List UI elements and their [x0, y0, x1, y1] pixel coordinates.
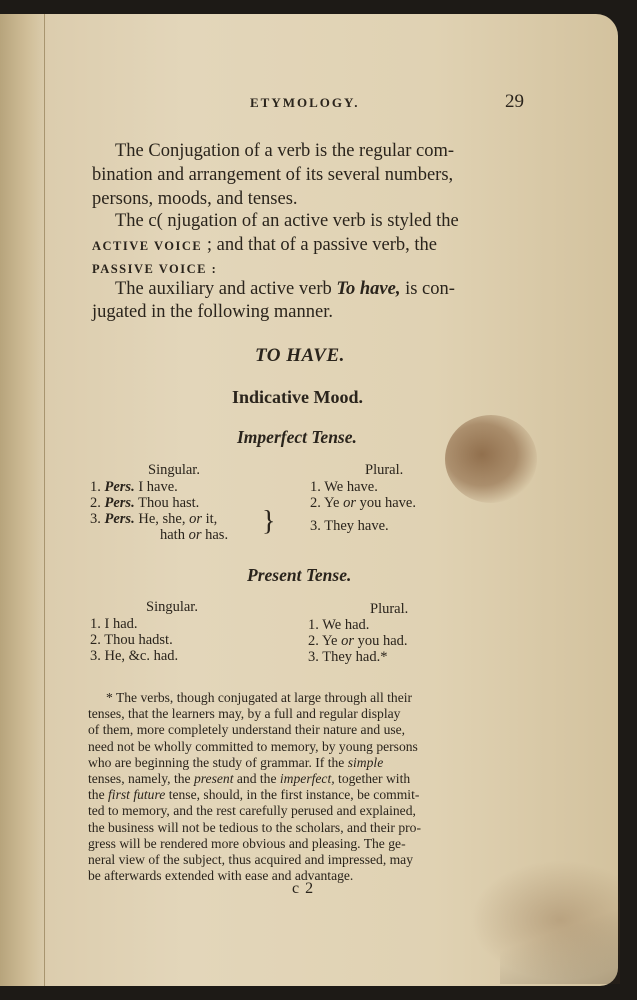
- footnote-line: need not be wholly committed to memory, by young persons: [88, 738, 418, 754]
- footnote-line: [88, 755, 421, 771]
- or-word: or: [188, 527, 202, 543]
- row-number: 1.: [90, 616, 101, 632]
- verb-form: They have.: [324, 518, 389, 534]
- verb-form: you have.: [355, 495, 416, 511]
- or-word: or: [341, 633, 354, 649]
- conjugation-row: [160, 527, 228, 543]
- row-number: 2.: [90, 495, 101, 511]
- row-number: 2.: [90, 632, 101, 648]
- verb-form: it,: [202, 511, 218, 527]
- small-caps-term: ACTIVE VOICE: [92, 239, 203, 253]
- intro-text: The auxiliary and active verb: [115, 279, 337, 299]
- row-number: 3.: [308, 649, 319, 665]
- italic-term: present: [193, 771, 234, 787]
- footnote-line: the business will not be tedious to the scholars, and their pro-: [88, 819, 421, 835]
- footnote-line: ted to memory, and the rest carefully perused and explained,: [88, 803, 416, 819]
- signature-mark: c 2: [292, 880, 315, 897]
- verb-form: Thou hast.: [138, 495, 200, 511]
- footnote: [88, 690, 421, 884]
- verb-form: I have.: [138, 479, 178, 495]
- verb-form: Thou hadst.: [104, 632, 173, 648]
- conjugation-row: [90, 495, 199, 511]
- row-number: 1.: [90, 479, 101, 495]
- verb-form: Ye: [323, 495, 344, 511]
- or-word: or: [343, 495, 356, 511]
- verb-form: They had.*: [322, 649, 388, 665]
- tense-heading: Imperfect Tense.: [237, 427, 357, 447]
- italic-term: imperfect,: [279, 771, 335, 787]
- footnote-text: tenses, namely, the: [88, 771, 194, 787]
- footnote-line: [88, 787, 421, 803]
- conjugation-row: [308, 649, 387, 665]
- conjugation-row: [308, 633, 408, 649]
- verb-title: TO HAVE.: [255, 345, 345, 366]
- plural-label: Plural.: [365, 462, 404, 478]
- row-number: 3.: [90, 511, 101, 527]
- intro-text: is con-: [400, 279, 455, 299]
- mood-heading: Indicative Mood.: [232, 387, 364, 407]
- verb-form: Ye: [321, 633, 342, 649]
- conjugation-row: [90, 511, 217, 527]
- row-number: 1.: [308, 617, 319, 633]
- intro-line: [115, 278, 455, 302]
- verb-form: We had.: [322, 617, 370, 633]
- conjugation-row: [310, 479, 378, 495]
- intro-line: persons, moods, and tenses.: [92, 189, 298, 209]
- footnote-line: of them, more completely understand their nature and use,: [88, 722, 406, 738]
- footnote-text: together with: [334, 771, 411, 787]
- footnote-text: who are beginning the study of grammar. If the: [88, 754, 348, 770]
- footnote-text: tense, should, in the first instance, be commit-: [165, 787, 420, 803]
- intro-line: The Conjugation of a verb is the regular com-: [115, 141, 455, 161]
- footnote-line: [88, 771, 421, 787]
- verb-form: hath: [160, 527, 189, 543]
- row-number: 2.: [308, 633, 319, 649]
- intro-line: jugated in the following manner.: [92, 302, 333, 322]
- intro-line: [92, 234, 437, 259]
- footnote-line: tenses, that the learners may, by a full and regular display: [88, 706, 401, 722]
- italic-term: first future: [108, 787, 166, 803]
- conjugation-row: [90, 632, 173, 648]
- row-number: 3.: [90, 648, 101, 664]
- footnote-text: the: [88, 787, 109, 803]
- tense-heading: Present Tense.: [247, 565, 352, 585]
- footnote-line: * The verbs, though conjugated at large through all their: [106, 690, 413, 705]
- small-caps-term: PASSIVE VOICE :: [92, 262, 218, 276]
- person-label: Pers.: [104, 495, 135, 511]
- person-label: Pers.: [104, 479, 135, 495]
- intro-text: ; and that of a passive verb, the: [202, 235, 438, 255]
- conjugation-row: [310, 495, 416, 511]
- verb-form: I had.: [104, 616, 138, 632]
- conjugation-row: [90, 616, 138, 632]
- footnote-line: be afterwards extended with ease and advantage.: [88, 868, 354, 884]
- or-word: or: [189, 511, 202, 527]
- singular-label: Singular.: [148, 462, 200, 478]
- row-number: 2.: [310, 495, 321, 511]
- conjugation-row: [90, 648, 178, 664]
- italic-term: To have,: [336, 279, 401, 299]
- footnote-text: and the: [233, 771, 280, 787]
- verb-form: We have.: [324, 479, 378, 495]
- singular-label: Singular.: [146, 599, 198, 615]
- conjugation-row: [310, 518, 389, 534]
- brace: }: [262, 506, 276, 537]
- italic-term: simple: [347, 754, 384, 770]
- footnote-line: gress will be rendered more obvious and pleasing. The ge-: [88, 835, 406, 851]
- verb-form: you had.: [353, 633, 408, 649]
- row-number: 1.: [310, 479, 321, 495]
- running-title: ETYMOLOGY.: [250, 95, 360, 110]
- conjugation-row: [308, 617, 369, 633]
- person-label: Pers.: [104, 511, 135, 527]
- verb-form: He, she,: [138, 511, 190, 527]
- plural-label: Plural.: [370, 601, 409, 617]
- conjugation-row: [90, 479, 178, 495]
- verb-form: He, &c. had.: [104, 648, 179, 664]
- intro-line: bination and arrangement of its several numbers,: [92, 165, 454, 185]
- footnote-line: neral view of the subject, thus acquired and impressed, may: [88, 852, 414, 868]
- page-number: 29: [505, 91, 524, 112]
- intro-line: The c( njugation of an active verb is styled the: [115, 211, 459, 231]
- verb-form: has.: [201, 527, 229, 543]
- row-number: 3.: [310, 518, 321, 534]
